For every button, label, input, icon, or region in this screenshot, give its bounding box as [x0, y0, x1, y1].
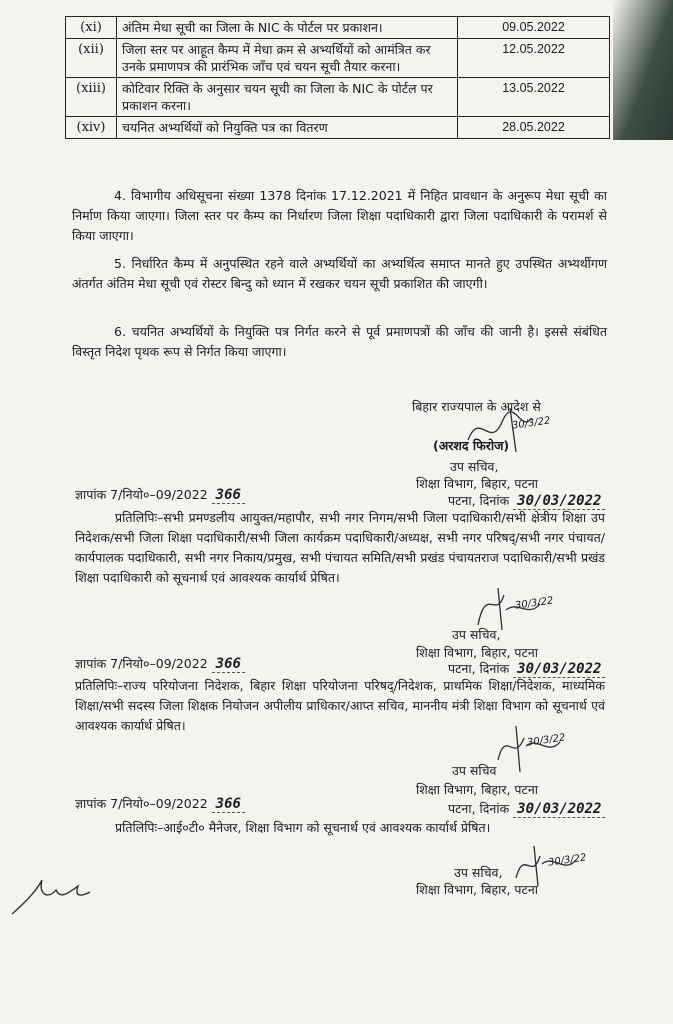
signature-date: 30/3/22: [547, 852, 588, 869]
paragraph-text: 6. चयनित अभ्यर्थियों के नियुक्ति पत्र निर्गत करने से पूर्व प्रमाणपत्रों की जाँच की जानी है। इससे संबंधित विस्तृत निदेश पृथक रूप से निर्गत किया जाएगा।: [72, 324, 607, 359]
memo-date: 30/03/2022: [513, 661, 605, 678]
order-line: बिहार राज्यपाल के आदेश से: [412, 399, 541, 414]
memo-date-line: [448, 660, 605, 677]
row-task: चयनित अभ्यर्थियों को नियुक्ति पत्र का वितरण: [117, 117, 458, 139]
signature-mark: [490, 720, 590, 775]
initials-mark: [8, 870, 98, 920]
memo-ref-text: ज्ञापांक 7/नियो०–09/2022: [75, 796, 208, 811]
row-number: (xiv): [66, 117, 117, 139]
memo-designation: उप सचिव,: [454, 865, 503, 880]
row-date: 28.05.2022: [458, 117, 610, 139]
memo-reference: [75, 486, 245, 503]
paragraph-text: 5. निर्धारित कैम्प में अनुपस्थित रहने वाले अभ्यर्थियों का अभ्यर्थित्व समाप्त मानते हुए उपस्थित अभ्यर्थीगण अंतर्गत अंतिम मेधा सूची एवं रोस्टर बिन्दु को ध्यान में रखकर चयन सूची प्रकाशित की जाएगी।: [72, 256, 607, 291]
paragraph-4: [72, 186, 607, 246]
signatory-designation: उप सचिव,: [450, 459, 499, 474]
memo-date-label: पटना, दिनांक: [448, 493, 510, 508]
memo-designation: उप सचिव,: [452, 627, 501, 642]
paragraph-5: [72, 254, 607, 294]
memo-ref-text: ज्ञापांक 7/नियो०–09/2022: [75, 487, 208, 502]
memo-date: 30/03/2022: [513, 801, 605, 818]
row-task: अंतिम मेधा सूची का जिला के NIC के पोर्टल पर प्रकाशन।: [117, 17, 458, 39]
row-number: (xi): [66, 17, 117, 39]
memo-ref-number: 366: [212, 656, 245, 673]
memo-copy: प्रतिलिपिः–सभी प्रमण्डलीय आयुक्त/महापौर, सभी नगर निगम/सभी जिला पदाधिकारी/सभी क्षेत्रीय शिक्षा उप निदेशक/सभी जिला शिक्षा पदाधिकारी/सभी जिला कार्यक्रम पदाधिकारी/अध्यक्ष, सभी नगर परिषद्/सभी नगर पंचायत/कार्यपालक पदाधिकारी, सभी नगर निकाय/प्रमुख, सभी पंचायत समिति/सभी प्रखंड पंचायतराज पदाधिकारी/सभी प्रखंड शिक्षा पदाधिकारी को सूचनार्थ एवं आवश्यक कार्यार्थ प्रेषित।: [75, 510, 605, 585]
background-fabric: [613, 0, 673, 140]
table-row: [66, 17, 610, 39]
signatory-department: शिक्षा विभाग, बिहार, पटना: [416, 476, 538, 491]
table-row: [66, 117, 610, 139]
memo-ref-number: 366: [212, 487, 245, 504]
row-date: 09.05.2022: [458, 17, 610, 39]
memo-reference: [75, 655, 245, 672]
signatory-name: (अरशद फिरोज): [433, 438, 510, 453]
memo-date: 30/03/2022: [513, 493, 605, 510]
memo-designation: उप सचिव: [452, 763, 497, 778]
signature-date: 30/3/22: [526, 732, 567, 749]
row-number: (xiii): [66, 78, 117, 117]
paragraph-6: [72, 322, 607, 362]
memo-date-label: पटना, दिनांक: [448, 801, 510, 816]
memo-copy-text: [75, 508, 605, 588]
memo-date-line: [448, 492, 605, 509]
memo-date-line: [448, 800, 605, 817]
table-row: [66, 78, 610, 117]
memo-ref-text: ज्ञापांक 7/नियो०–09/2022: [75, 656, 208, 671]
row-task: जिला स्तर पर आहूत कैम्प में मेधा क्रम से अभ्यर्थियों को आमंत्रित कर उनके प्रमाणपत्र की प्रारंभिक जाँच एवं चयन सूची तैयार करना।: [117, 39, 458, 78]
paragraph-text: 4. विभागीय अधिसूचना संख्या 1378 दिनांक 17.12.2021 में निहित प्रावधान के अनुरूप मेधा सूची का निर्माण किया जाएगा। जिला स्तर पर कैम्प का निर्धारण जिला शिक्षा पदाधिकारी द्वारा जिला पदाधिकारी के परामर्श से किया जाएगा।: [72, 188, 607, 243]
memo-copy-text: [75, 818, 605, 838]
memo-department: शिक्षा विभाग, बिहार, पटना: [416, 882, 538, 897]
row-task: कोटिवार रिक्ति के अनुसार चयन सूची का जिला के NIC के पोर्टल पर प्रकाशन करना।: [117, 78, 458, 117]
table-row: [66, 39, 610, 78]
memo-ref-number: 366: [212, 796, 245, 813]
schedule-table: [65, 16, 610, 139]
memo-department: शिक्षा विभाग, बिहार, पटना: [416, 645, 538, 660]
memo-date-label: पटना, दिनांक: [448, 661, 510, 676]
signature-date: 30/3/22: [514, 595, 555, 612]
row-date: 13.05.2022: [458, 78, 610, 117]
memo-department: शिक्षा विभाग, बिहार, पटना: [416, 782, 538, 797]
signature-date: 30/3/22: [511, 415, 552, 432]
memo-reference: [75, 795, 245, 812]
memo-copy: प्रतिलिपिः–आई०टी० मैनेजर, शिक्षा विभाग को सूचनार्थ एवं आवश्यक कार्यार्थ प्रेषित।: [115, 820, 491, 835]
row-number: (xii): [66, 39, 117, 78]
memo-copy: प्रतिलिपिः–राज्य परियोजना निदेशक, बिहार शिक्षा परियोजना परिषद्/निदेशक, प्राथमिक शिक्षा/निदेशक, माध्यमिक शिक्षा/सभी सदस्य जिला शिक्षक नियोजन अपीलीय प्राधिकार/आप्त सचिव, माननीय मंत्री शिक्षा विभाग को सूचनार्थ एवं आवश्यक कार्यार्थ प्रेषित।: [75, 678, 605, 733]
row-date: 12.05.2022: [458, 39, 610, 78]
